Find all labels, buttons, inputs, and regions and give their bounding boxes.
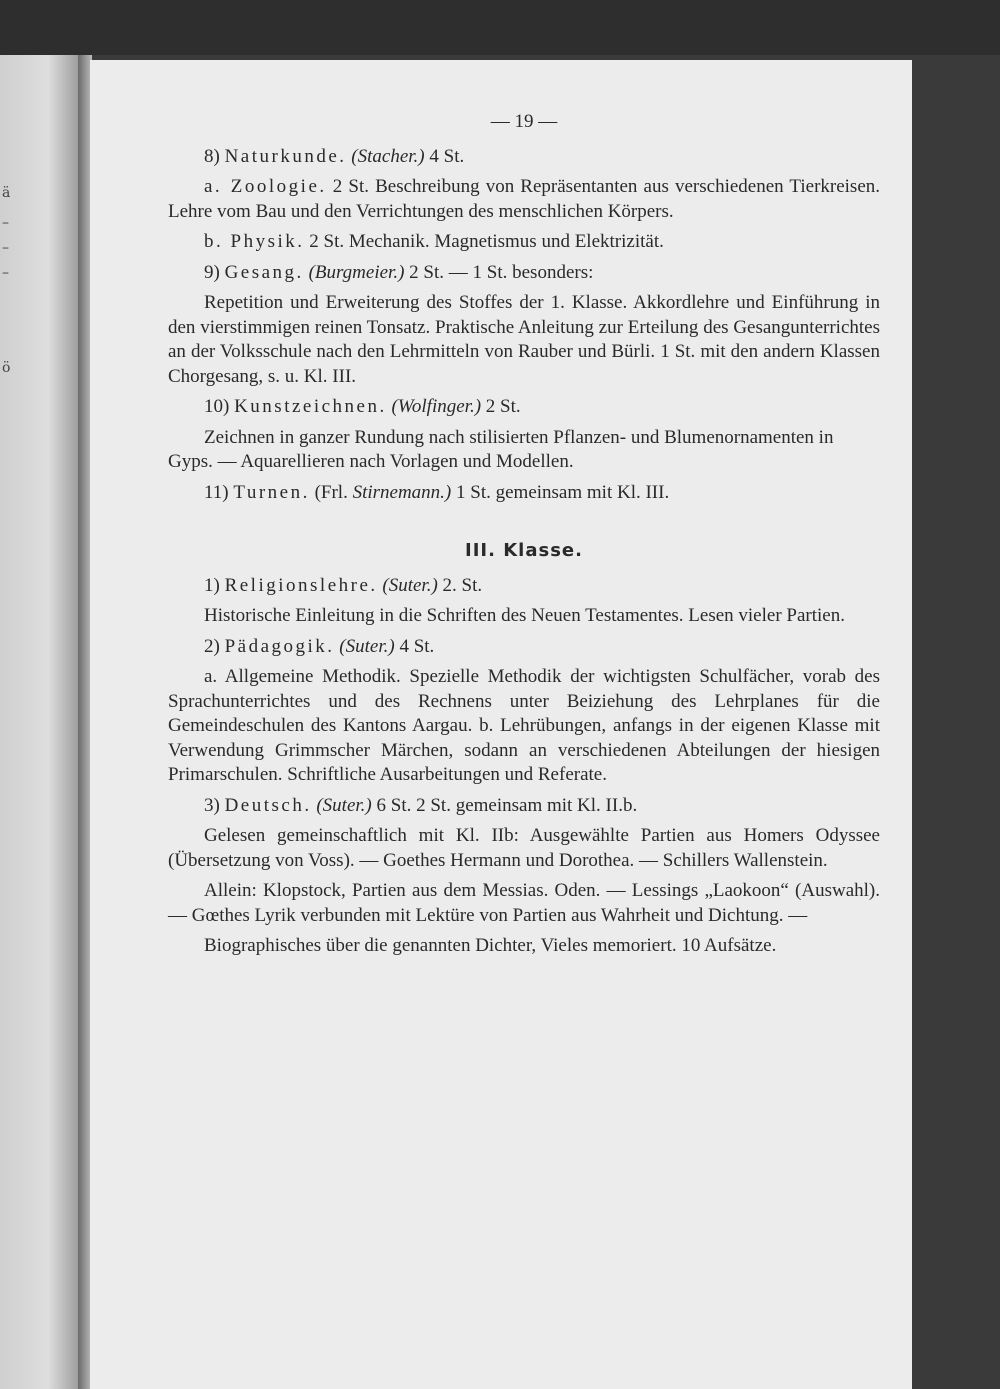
teacher-name: (Stacher.)	[351, 145, 425, 167]
naturkunde-heading	[168, 145, 880, 170]
teacher-name: (Suter.)	[382, 574, 438, 596]
hours: 4 St.	[399, 635, 435, 657]
item-number: 9)	[204, 261, 220, 283]
subject-title: Gesang.	[224, 261, 304, 283]
gesang-paragraph: Repetition und Erweiterung des Stoffes der 1. Klasse. Akkordlehre und Einführung in den vierstimmigen reinen Tonsatz. Praktische Anleitung zur Erteilung des Gesangunterrichtes an der Volksschule nach den Lehrmitteln von Rauber und Bürli. 1 St. mit den andern Klassen Chorgesang, s. u. Kl. III.	[168, 292, 880, 387]
teacher-name: (Burgmeier.)	[308, 261, 405, 283]
item-number: 3)	[204, 794, 220, 816]
zoologie-paragraph	[168, 175, 880, 224]
physik-label: b. Physik.	[204, 231, 305, 252]
margin-mark: ä	[2, 185, 11, 201]
hours: 6 St. 2 St. gemeinsam mit Kl. II.b.	[376, 794, 638, 816]
item-number: 2)	[204, 635, 220, 657]
deutsch-paragraph-3: Biographisches über die genannten Dichter, Vieles memoriert. 10 Aufsätze.	[204, 935, 777, 956]
document-page	[90, 60, 912, 1389]
item-number: 8)	[204, 145, 220, 167]
subject-title: Naturkunde.	[224, 145, 347, 167]
hours: 1 St. gemeinsam mit Kl. III.	[456, 481, 670, 503]
item-number: 10)	[204, 396, 230, 417]
margin-mark: ö	[2, 360, 11, 376]
religionslehre-heading	[168, 574, 880, 599]
turnen-heading	[168, 481, 880, 506]
religionslehre-paragraph: Historische Einleitung in die Schriften des Neuen Testamentes. Lesen vieler Partien.	[204, 605, 845, 626]
subject-title: Deutsch.	[224, 794, 312, 816]
item-number: 11)	[204, 481, 229, 503]
teacher-name: (Suter.)	[316, 794, 372, 816]
section-title: III. Klasse.	[465, 540, 583, 561]
teacher-prefix: (Frl.	[314, 481, 348, 503]
zoologie-text: 2 St. Beschreibung von Repräsentanten aus verschiedenen Tierkreisen. Lehre vom Bau und den Verrichtungen des menschlichen Körpers.	[168, 176, 881, 222]
deutsch-heading	[168, 794, 880, 819]
hours: 2. St.	[442, 574, 483, 596]
left-page-edge	[0, 55, 80, 1389]
hours: 2 St. — 1 St. besonders:	[409, 261, 594, 283]
kunstzeichnen-paragraph: Zeichnen in ganzer Rundung nach stilisierten Pflanzen- und Blumenornamenten in Gyps. — Aquarellieren nach Vorlagen und Modellen.	[168, 426, 834, 472]
physik-paragraph	[168, 230, 880, 255]
teacher-name: (Wolfinger.)	[391, 396, 482, 417]
deutsch-paragraph-1: Gelesen gemeinschaftlich mit Kl. IIb: Ausgewählte Partien aus Homers Odyssee (Übersetzung von Voss). — Goethes Hermann und Dorothea. — Schillers Wallenstein.	[168, 825, 880, 871]
deutsch-paragraph-2: Allein: Klopstock, Partien aus dem Messias. Oden. — Lessings „Laokoon“ (Auswahl). — Gœthes Lyrik verbunden mit Lektüre von Partien aus Wahrheit und Dichtung. —	[168, 880, 880, 926]
item-number: 1)	[204, 574, 220, 596]
teacher-name: Stirnemann.)	[352, 481, 452, 503]
margin-mark: –	[2, 265, 9, 281]
margin-mark: –	[2, 215, 9, 231]
hours: 2 St.	[485, 396, 521, 417]
margin-mark: –	[2, 240, 9, 256]
subject-title: Pädagogik.	[224, 635, 335, 657]
page-content	[168, 110, 880, 965]
hours: 4 St.	[429, 145, 465, 167]
paedagogik-heading	[168, 635, 880, 660]
subject-title: Kunstzeichnen.	[234, 396, 387, 417]
page-number: — 19 —	[490, 111, 558, 132]
gesang-heading	[168, 261, 880, 286]
subject-title: Religionslehre.	[224, 574, 378, 596]
zoologie-label: a. Zoologie.	[204, 176, 327, 197]
kunstzeichnen-heading	[168, 395, 880, 420]
scan-background-top	[0, 0, 1000, 55]
teacher-name: (Suter.)	[339, 635, 395, 657]
subject-title: Turnen.	[233, 481, 310, 503]
paedagogik-paragraph: a. Allgemeine Methodik. Spezielle Methodik der wichtigsten Schulfächer, vorab des Sprachunterrichtes und des Rechnens unter Beiziehung des Lehrplanes für die Gemeindeschulen des Kantons Aargau. b. Lehrübungen, anfangs in der eigenen Klasse mit Verwendung Grimmscher Märchen, sodann an verschiedenen Abteilungen der hiesigen Primarschulen. Schriftliche Ausarbeitungen und Referate.	[168, 666, 880, 785]
physik-text: 2 St. Mechanik. Magnetismus und Elektrizität.	[309, 231, 664, 252]
